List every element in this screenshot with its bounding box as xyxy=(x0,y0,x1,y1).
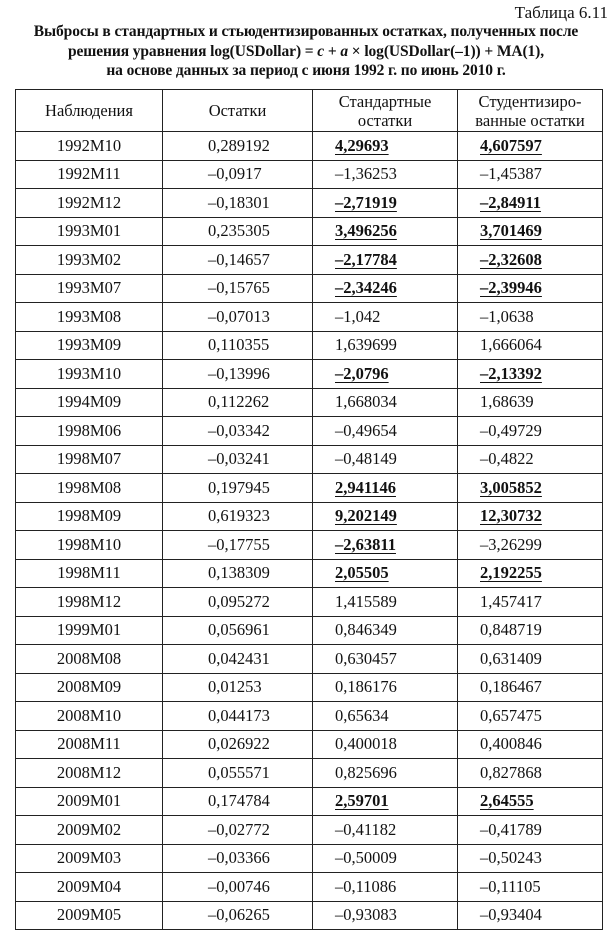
cell-observation: 1998M08 xyxy=(16,474,163,503)
value: 0,825696 xyxy=(335,762,397,782)
cell-studentized-residual xyxy=(458,132,603,161)
cell-residual: 0,619323 xyxy=(163,502,313,531)
cell-residual: 0,112262 xyxy=(163,388,313,417)
outlier-value: 2,59701 xyxy=(335,791,389,811)
outlier-value: –2,17784 xyxy=(335,249,397,269)
cell-residual: –0,17755 xyxy=(163,531,313,560)
cell-residual: –0,06265 xyxy=(163,901,313,930)
cell-observation: 2009M02 xyxy=(16,816,163,845)
cell-studentized-residual xyxy=(458,673,603,702)
outlier-value: 4,29693 xyxy=(335,135,389,155)
cell-studentized-residual xyxy=(458,844,603,873)
table-row xyxy=(16,360,603,389)
value: –1,36253 xyxy=(335,164,397,184)
value: 0,186176 xyxy=(335,677,397,697)
value: –1,0638 xyxy=(480,306,534,326)
table-caption xyxy=(8,22,604,81)
cell-studentized-residual xyxy=(458,189,603,218)
value: –0,11086 xyxy=(335,876,397,896)
cell-residual: 0,197945 xyxy=(163,474,313,503)
caption-coef-a: a xyxy=(340,42,349,60)
value: –1,45387 xyxy=(480,164,542,184)
table-row xyxy=(16,388,603,417)
table-row xyxy=(16,588,603,617)
cell-residual: 0,138309 xyxy=(163,559,313,588)
cell-standardized-residual xyxy=(313,559,458,588)
cell-studentized-residual xyxy=(458,873,603,902)
cell-studentized-residual xyxy=(458,759,603,788)
cell-studentized-residual xyxy=(458,588,603,617)
cell-residual: –0,03366 xyxy=(163,844,313,873)
cell-residual: –0,07013 xyxy=(163,303,313,332)
cell-observation: 1999M01 xyxy=(16,616,163,645)
cell-observation: 2009M05 xyxy=(16,901,163,930)
table-row xyxy=(16,559,603,588)
outlier-value: 3,496256 xyxy=(335,221,397,241)
cell-observation: 1998M09 xyxy=(16,502,163,531)
value: 1,639699 xyxy=(335,335,397,355)
table-row xyxy=(16,274,603,303)
table-row xyxy=(16,730,603,759)
cell-observation: 1992M10 xyxy=(16,132,163,161)
residuals-table xyxy=(15,89,603,930)
outlier-value: –2,32608 xyxy=(480,249,542,269)
cell-standardized-residual xyxy=(313,331,458,360)
table-row xyxy=(16,160,603,189)
cell-standardized-residual xyxy=(313,360,458,389)
cell-observation: 1992M12 xyxy=(16,189,163,218)
table-row xyxy=(16,246,603,275)
cell-observation: 1998M11 xyxy=(16,559,163,588)
caption-plus: + xyxy=(324,42,341,60)
value: –0,49729 xyxy=(480,420,542,440)
header-studentized-line-1: Студентизиро- xyxy=(478,91,582,111)
cell-studentized-residual xyxy=(458,645,603,674)
caption-line-3: на основе данных за период с июня 1992 г. по июнь 2010 г. xyxy=(106,62,506,79)
cell-studentized-residual xyxy=(458,445,603,474)
outlier-value: 2,941146 xyxy=(335,477,396,497)
table-row xyxy=(16,474,603,503)
cell-standardized-residual xyxy=(313,901,458,930)
cell-residual: –0,03241 xyxy=(163,445,313,474)
table-row xyxy=(16,673,603,702)
value: –0,49654 xyxy=(335,420,397,440)
outlier-value: 12,30732 xyxy=(480,506,542,526)
outlier-value: 3,701469 xyxy=(480,221,542,241)
cell-standardized-residual xyxy=(313,417,458,446)
table-row xyxy=(16,645,603,674)
cell-studentized-residual xyxy=(458,816,603,845)
cell-studentized-residual xyxy=(458,474,603,503)
outlier-value: –2,84911 xyxy=(480,192,541,212)
cell-standardized-residual xyxy=(313,303,458,332)
cell-standardized-residual xyxy=(313,502,458,531)
value: 0,186467 xyxy=(480,677,542,697)
cell-observation: 2009M01 xyxy=(16,787,163,816)
cell-observation: 1993M01 xyxy=(16,217,163,246)
outlier-value: –2,63811 xyxy=(335,534,396,554)
table-row xyxy=(16,759,603,788)
value: 0,400018 xyxy=(335,734,397,754)
outlier-value: –2,71919 xyxy=(335,192,397,212)
cell-observation: 1993M02 xyxy=(16,246,163,275)
value: –1,042 xyxy=(335,306,381,326)
cell-residual: 0,026922 xyxy=(163,730,313,759)
cell-residual: 0,174784 xyxy=(163,787,313,816)
cell-studentized-residual xyxy=(458,274,603,303)
cell-studentized-residual xyxy=(458,331,603,360)
outlier-value: –2,13392 xyxy=(480,363,542,383)
cell-standardized-residual xyxy=(313,246,458,275)
value: 0,848719 xyxy=(480,620,542,640)
cell-residual: 0,056961 xyxy=(163,616,313,645)
cell-standardized-residual xyxy=(313,673,458,702)
cell-observation: 1993M07 xyxy=(16,274,163,303)
cell-observation: 1993M08 xyxy=(16,303,163,332)
cell-residual: 0,289192 xyxy=(163,132,313,161)
cell-residual: 0,095272 xyxy=(163,588,313,617)
cell-studentized-residual xyxy=(458,616,603,645)
cell-observation: 1998M06 xyxy=(16,417,163,446)
value: 0,657475 xyxy=(480,705,542,725)
cell-standardized-residual xyxy=(313,217,458,246)
value: 0,846349 xyxy=(335,620,397,640)
caption-coef-c: c xyxy=(317,42,325,60)
cell-studentized-residual xyxy=(458,417,603,446)
outlier-value: 2,192255 xyxy=(480,563,542,583)
cell-residual: 0,235305 xyxy=(163,217,313,246)
value: 1,68639 xyxy=(480,392,534,412)
cell-standardized-residual xyxy=(313,160,458,189)
cell-residual: –0,13996 xyxy=(163,360,313,389)
cell-standardized-residual xyxy=(313,702,458,731)
cell-studentized-residual xyxy=(458,787,603,816)
table-row xyxy=(16,531,603,560)
value: 0,827868 xyxy=(480,762,542,782)
outlier-value: 2,05505 xyxy=(335,563,389,583)
caption-line-2-post: × log(USDollar(–1)) + MA(1), xyxy=(348,42,545,60)
cell-standardized-residual xyxy=(313,132,458,161)
table-row xyxy=(16,844,603,873)
outlier-value: –2,39946 xyxy=(480,278,542,298)
cell-observation: 2008M12 xyxy=(16,759,163,788)
value: 1,668034 xyxy=(335,392,397,412)
cell-observation: 1994M09 xyxy=(16,388,163,417)
table-row xyxy=(16,132,603,161)
cell-studentized-residual xyxy=(458,901,603,930)
value: 0,631409 xyxy=(480,648,542,668)
value: –0,93083 xyxy=(335,905,397,925)
cell-observation: 1993M09 xyxy=(16,331,163,360)
cell-studentized-residual xyxy=(458,388,603,417)
cell-observation: 1998M12 xyxy=(16,588,163,617)
cell-observation: 1998M10 xyxy=(16,531,163,560)
table-row xyxy=(16,901,603,930)
table-row xyxy=(16,787,603,816)
value: 1,457417 xyxy=(480,591,542,611)
value: 1,415589 xyxy=(335,591,397,611)
cell-observation: 1998M07 xyxy=(16,445,163,474)
cell-observation: 2009M04 xyxy=(16,873,163,902)
value: 0,400846 xyxy=(480,734,542,754)
outlier-value: 2,64555 xyxy=(480,791,534,811)
cell-observation: 2008M09 xyxy=(16,673,163,702)
cell-residual: –0,15765 xyxy=(163,274,313,303)
table-row xyxy=(16,417,603,446)
cell-studentized-residual xyxy=(458,559,603,588)
value: –0,93404 xyxy=(480,905,542,925)
header-standardized xyxy=(313,90,458,132)
outlier-value: –2,34246 xyxy=(335,278,397,298)
cell-observation: 2008M11 xyxy=(16,730,163,759)
cell-standardized-residual xyxy=(313,445,458,474)
value: –0,50009 xyxy=(335,848,397,868)
cell-residual: –0,18301 xyxy=(163,189,313,218)
cell-residual: –0,00746 xyxy=(163,873,313,902)
value: –0,41182 xyxy=(335,819,397,839)
cell-residual: 0,110355 xyxy=(163,331,313,360)
cell-standardized-residual xyxy=(313,274,458,303)
table-row xyxy=(16,873,603,902)
cell-standardized-residual xyxy=(313,759,458,788)
cell-standardized-residual xyxy=(313,474,458,503)
cell-standardized-residual xyxy=(313,787,458,816)
table-row xyxy=(16,331,603,360)
table-row xyxy=(16,616,603,645)
cell-residual: 0,055571 xyxy=(163,759,313,788)
cell-residual: 0,042431 xyxy=(163,645,313,674)
value: –0,48149 xyxy=(335,449,397,469)
outlier-value: –2,0796 xyxy=(335,363,389,383)
header-standardized-line-1: Стандартные xyxy=(338,91,432,111)
outlier-value: 4,607597 xyxy=(480,135,542,155)
value: 0,630457 xyxy=(335,648,397,668)
header-studentized-line-2: ванные остатки xyxy=(475,110,585,130)
cell-studentized-residual xyxy=(458,217,603,246)
header-residuals: Остатки xyxy=(163,90,313,132)
cell-residual: 0,044173 xyxy=(163,702,313,731)
table-row xyxy=(16,445,603,474)
cell-residual: –0,0917 xyxy=(163,160,313,189)
cell-studentized-residual xyxy=(458,246,603,275)
cell-standardized-residual xyxy=(313,645,458,674)
caption-line-2-pre: решения уравнения log(USDollar) = xyxy=(67,42,318,60)
table-row xyxy=(16,816,603,845)
cell-studentized-residual xyxy=(458,160,603,189)
table-row xyxy=(16,702,603,731)
cell-standardized-residual xyxy=(313,816,458,845)
table-header-row xyxy=(16,90,603,132)
outlier-value: 9,202149 xyxy=(335,506,397,526)
cell-residual: –0,02772 xyxy=(163,816,313,845)
value: –0,50243 xyxy=(480,848,542,868)
cell-observation: 2009M03 xyxy=(16,844,163,873)
table-row xyxy=(16,217,603,246)
value: –0,11105 xyxy=(480,876,541,896)
cell-standardized-residual xyxy=(313,189,458,218)
header-observations: Наблюдения xyxy=(16,90,163,132)
table-row xyxy=(16,189,603,218)
cell-observation: 1992M11 xyxy=(16,160,163,189)
value: 1,666064 xyxy=(480,335,542,355)
cell-observation: 2008M10 xyxy=(16,702,163,731)
table-row xyxy=(16,502,603,531)
value: 0,65634 xyxy=(335,705,389,725)
caption-line-1: Выбросы в стандартных и стьюдентизированных остатках, полученных после xyxy=(33,23,579,40)
cell-standardized-residual xyxy=(313,844,458,873)
table-number: Таблица 6.11 xyxy=(514,3,608,22)
value: –0,4822 xyxy=(480,449,534,469)
cell-observation: 1993M10 xyxy=(16,360,163,389)
cell-observation: 2008M08 xyxy=(16,645,163,674)
caption-line-2 xyxy=(8,42,604,62)
cell-residual: –0,14657 xyxy=(163,246,313,275)
cell-studentized-residual xyxy=(458,531,603,560)
cell-residual: 0,01253 xyxy=(163,673,313,702)
outlier-value: 3,005852 xyxy=(480,477,542,497)
cell-standardized-residual xyxy=(313,531,458,560)
cell-standardized-residual xyxy=(313,873,458,902)
cell-studentized-residual xyxy=(458,502,603,531)
cell-standardized-residual xyxy=(313,730,458,759)
cell-studentized-residual xyxy=(458,702,603,731)
cell-standardized-residual xyxy=(313,616,458,645)
table-body xyxy=(16,132,603,930)
cell-standardized-residual xyxy=(313,388,458,417)
header-studentized xyxy=(458,90,603,132)
cell-studentized-residual xyxy=(458,360,603,389)
cell-standardized-residual xyxy=(313,588,458,617)
value: –3,26299 xyxy=(480,534,542,554)
cell-studentized-residual xyxy=(458,730,603,759)
cell-studentized-residual xyxy=(458,303,603,332)
value: –0,41789 xyxy=(480,819,542,839)
table-row xyxy=(16,303,603,332)
header-standardized-line-2: остатки xyxy=(357,110,413,130)
cell-residual: –0,03342 xyxy=(163,417,313,446)
